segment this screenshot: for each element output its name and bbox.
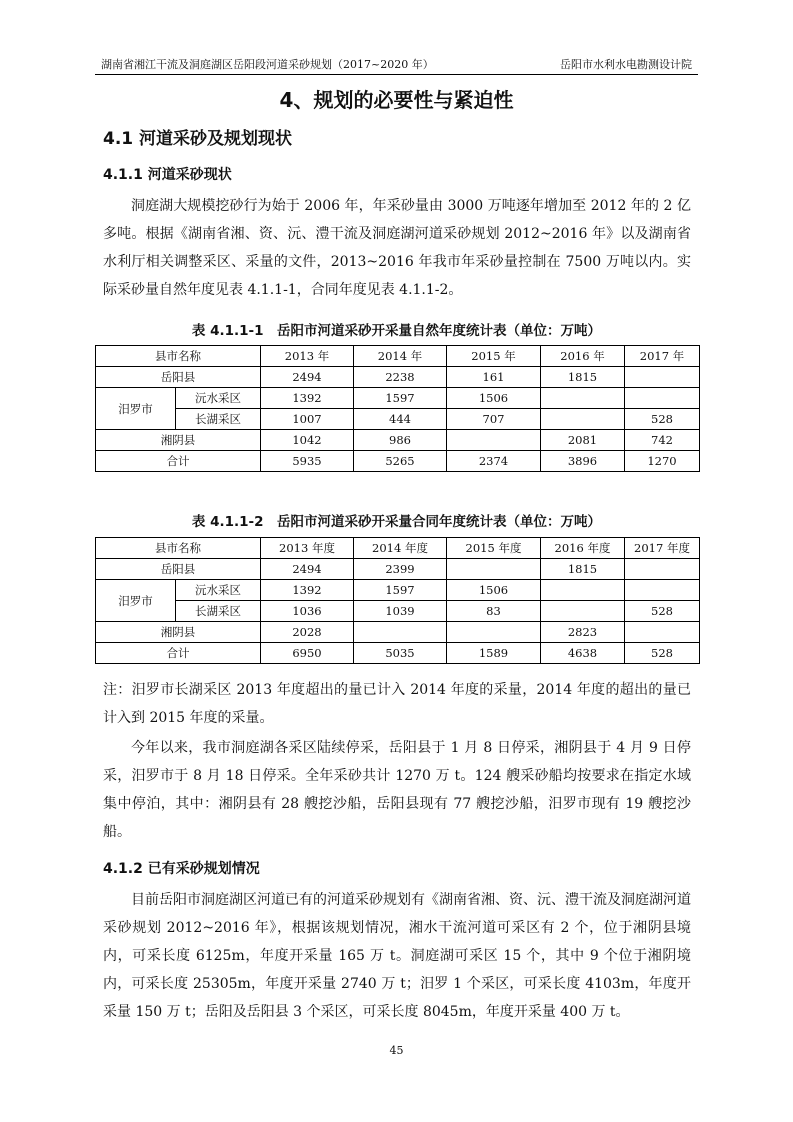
table-cell: [447, 559, 541, 580]
row-label: 合计: [96, 451, 261, 472]
table-total-row: [96, 451, 700, 472]
table-cell: 5935: [261, 451, 354, 472]
row-group-label: 汨罗市: [96, 580, 176, 622]
table-note: 注：汨罗市长湖采区 2013 年度超出的量已计入 2014 年度的采量，2014 年度的超出的量已计入到 2015 年度的采量。: [103, 682, 691, 726]
table-cell: 2399: [354, 559, 447, 580]
row-label: 长湖采区: [176, 409, 261, 430]
table-header-year: 2014 年度: [354, 538, 447, 559]
table-cell: 1007: [261, 409, 354, 430]
running-header: [95, 56, 698, 75]
table-cell: 2494: [261, 367, 354, 388]
table-cell: 1506: [447, 388, 541, 409]
table-cell: 528: [625, 601, 700, 622]
table-cell: 2374: [447, 451, 541, 472]
row-label: 湘阴县: [96, 622, 261, 643]
table-row: [96, 601, 700, 622]
table-cell: 2494: [261, 559, 354, 580]
page-number: 45: [389, 1044, 404, 1057]
row-label: 岳阳县: [96, 559, 261, 580]
row-label: 沅水采区: [176, 580, 261, 601]
table1-caption: 表 4.1.1-1 岳阳市河道采砂开采量自然年度统计表（单位：万吨）: [191, 323, 602, 339]
table-header-year: 2013 年度: [261, 538, 354, 559]
table-cell: [625, 559, 700, 580]
table-cell: [625, 622, 700, 643]
header-institute: 岳阳市水利水电勘测设计院: [560, 58, 692, 71]
table-cell: 2028: [261, 622, 354, 643]
row-label: 沅水采区: [176, 388, 261, 409]
chapter-title: 4、规划的必要性与紧迫性: [279, 88, 514, 112]
table-cell: 1597: [354, 580, 447, 601]
table-cell: 1039: [354, 601, 447, 622]
table-cell: 528: [625, 643, 700, 664]
table-header-year: 2015 年: [447, 346, 541, 367]
table-header-year: 2017 年: [625, 346, 700, 367]
subsection-heading-4-1-2: 4.1.2 已有采砂规划情况: [103, 861, 260, 877]
header-document-title: 湖南省湘江干流及洞庭湖区岳阳段河道采砂规划（2017~2020 年）: [101, 58, 434, 71]
section-heading: 4.1 河道采砂及规划现状: [103, 129, 293, 149]
table-cell: [625, 388, 700, 409]
table-cell: 83: [447, 601, 541, 622]
row-label: 长湖采区: [176, 601, 261, 622]
table-row: [96, 388, 700, 409]
table-header-county: 县市名称: [96, 346, 261, 367]
table2-caption: 表 4.1.1-2 岳阳市河道采砂开采量合同年度统计表（单位：万吨）: [191, 514, 602, 530]
row-label: 合计: [96, 643, 261, 664]
table-cell: 1270: [625, 451, 700, 472]
table-row: [96, 559, 700, 580]
table-row: [96, 430, 700, 451]
table-cell: 444: [354, 409, 447, 430]
table-cell: 1815: [541, 559, 625, 580]
table-cell: [625, 580, 700, 601]
table-cell: [354, 622, 447, 643]
row-label: 岳阳县: [96, 367, 261, 388]
table-header-row: [96, 346, 700, 367]
table-header-year: 2017 年度: [625, 538, 700, 559]
row-label: 湘阴县: [96, 430, 261, 451]
table-header-year: 2016 年度: [541, 538, 625, 559]
table-cell: 161: [447, 367, 541, 388]
table-row: [96, 580, 700, 601]
table-cell: [541, 580, 625, 601]
table-cell: 1392: [261, 388, 354, 409]
table-cell: 1036: [261, 601, 354, 622]
table-header-year: 2013 年: [261, 346, 354, 367]
row-group-label: 汨罗市: [96, 388, 176, 430]
table-header-county: 县市名称: [96, 538, 261, 559]
table-cell: 2081: [541, 430, 625, 451]
subsection-heading-4-1-1: 4.1.1 河道采砂现状: [103, 167, 232, 183]
paragraph-existing-plan: 目前岳阳市洞庭湖区河道已有的河道采砂规划有《湖南省湘、资、沅、澧干流及洞庭湖河道采砂规划 2012~2016 年》，根据该规划情况，湘水干流河道可采区有 2 个，位于湘阴县境内，可采长度 6125m，年度开采量 165 万 t。洞庭湖可采区 15 个，其中 9 个位于湘阴境内，可采长度 25305m，年度开采量 2740 万 t；汨罗 1 个采区，可采长度 4103m，年度开采量 150 万 t；岳阳及岳阳县 3 个采区，可采长度 8045m，年度开采量 400 万 t。: [103, 892, 691, 1020]
table-natural-year: [95, 345, 700, 472]
table-header-year: 2016 年: [541, 346, 625, 367]
table-cell: [541, 388, 625, 409]
paragraph-mining-status: 洞庭湖大规模挖砂行为始于 2006 年，年采砂量由 3000 万吨逐年增加至 2012 年的 2 亿多吨。根据《湖南省湘、资、沅、澧干流及洞庭湖河道采砂规划 2012~2016 年》以及湖南省水利厅相关调整采区、采量的文件，2013~2016 年我市年采砂量控制在 7500 万吨以内。实际采砂量自然年度见表 4.1.1-1，合同年度见表 4.1.1-2。: [103, 198, 691, 298]
table-cell: [447, 430, 541, 451]
table-cell: 1392: [261, 580, 354, 601]
table-cell: 2238: [354, 367, 447, 388]
table-cell: 1815: [541, 367, 625, 388]
table-header-year: 2015 年度: [447, 538, 541, 559]
table-cell: [541, 409, 625, 430]
table-cell: 986: [354, 430, 447, 451]
table-cell: 3896: [541, 451, 625, 472]
table-cell: 707: [447, 409, 541, 430]
table-contract-year: [95, 537, 700, 664]
table-header-year: 2014 年: [354, 346, 447, 367]
table-cell: 5035: [354, 643, 447, 664]
table-cell: 742: [625, 430, 700, 451]
table-cell: [541, 601, 625, 622]
table-cell: 1506: [447, 580, 541, 601]
table-cell: 528: [625, 409, 700, 430]
table-cell: 1589: [447, 643, 541, 664]
table-cell: 6950: [261, 643, 354, 664]
table-row: [96, 622, 700, 643]
table-total-row: [96, 643, 700, 664]
table-cell: [447, 622, 541, 643]
table-row: [96, 409, 700, 430]
table-header-row: [96, 538, 700, 559]
paragraph-suspension: 今年以来，我市洞庭湖各采区陆续停采，岳阳县于 1 月 8 日停采，湘阴县于 4 月 9 日停采，汨罗市于 8 月 18 日停采。全年采砂共计 1270 万 t。124 艘采砂船均按要求在指定水域集中停泊，其中：湘阴县有 28 艘挖沙船，岳阳县现有 77 艘挖沙船，汨罗市现有 19 艘挖沙船。: [103, 740, 691, 840]
table-cell: 1597: [354, 388, 447, 409]
table-cell: 4638: [541, 643, 625, 664]
table-cell: [625, 367, 700, 388]
table-cell: 2823: [541, 622, 625, 643]
table-cell: 1042: [261, 430, 354, 451]
table-row: [96, 367, 700, 388]
table-cell: 5265: [354, 451, 447, 472]
